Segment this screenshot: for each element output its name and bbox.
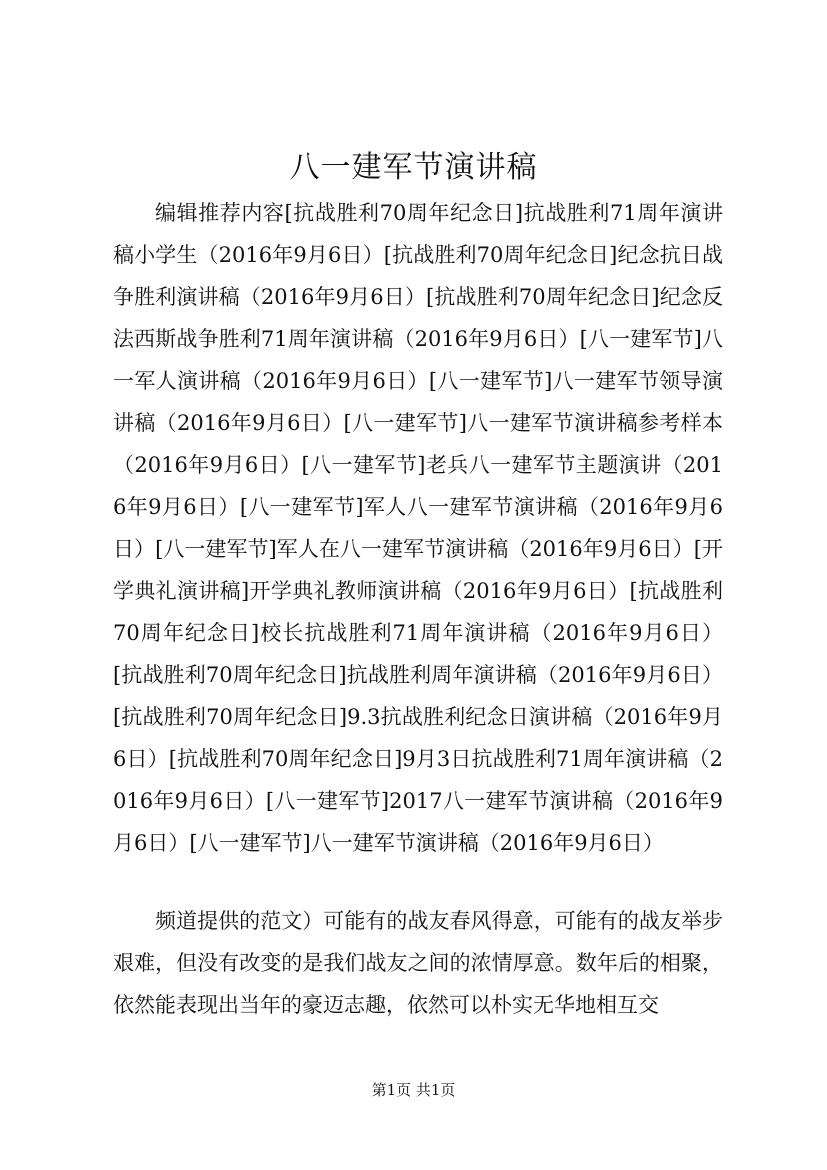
paragraph-speech-body: 频道提供的范文）可能有的战友春风得意，可能有的战友举步艰难，但没有改变的是我们战友之间的浓情厚意。数年后的相聚，依然能表现出当年的豪迈志趣，依然可以朴实无华地相互交 [113,909,723,1017]
document-title: 八一建军节演讲稿 [289,150,538,185]
page-footer: 第1页 共1页 [371,1081,456,1099]
paragraph-recommended-list: 编辑推荐内容[抗战胜利70周年纪念日]抗战胜利71周年演讲稿小学生（2016年9月6日）[抗战胜利70周年纪念日]纪念抗日战争胜利演讲稿（2016年9月6日）[抗战胜利70周年纪念日]纪念反法西斯战争胜利71周年演讲稿（2016年9月6日）[八一建军节]八一军人演讲稿（2016年9月6日）[八一建军节]八一建军节领导演讲稿（2016年9月6日）[八一建军节]八一建军节演讲稿参考样本（2016年9月6日）[八一建军节]老兵八一建军节主题演讲（2016年9月6日）[八一建军节]军人八一建军节演讲稿（2016年9月6日）[八一建军节]军人在八一建军节演讲稿（2016年9月6日）[开学典礼演讲稿]开学典礼教师演讲稿（2016年9月6日）[抗战胜利70周年纪念日]校长抗战胜利71周年演讲稿（2016年9月6日）[抗战胜利70周年纪念日]抗战胜利周年演讲稿（2016年9月6日）[抗战胜利70周年纪念日]9.3抗战胜利纪念日演讲稿（2016年9月6日）[抗战胜利70周年纪念日]9月3日抗战胜利71周年演讲稿（2016年9月6日）[八一建军节]2017八一建军节演讲稿（2016年9月6日）[八一建军节]八一建军节演讲稿（2016年9月6日） [113,201,723,855]
